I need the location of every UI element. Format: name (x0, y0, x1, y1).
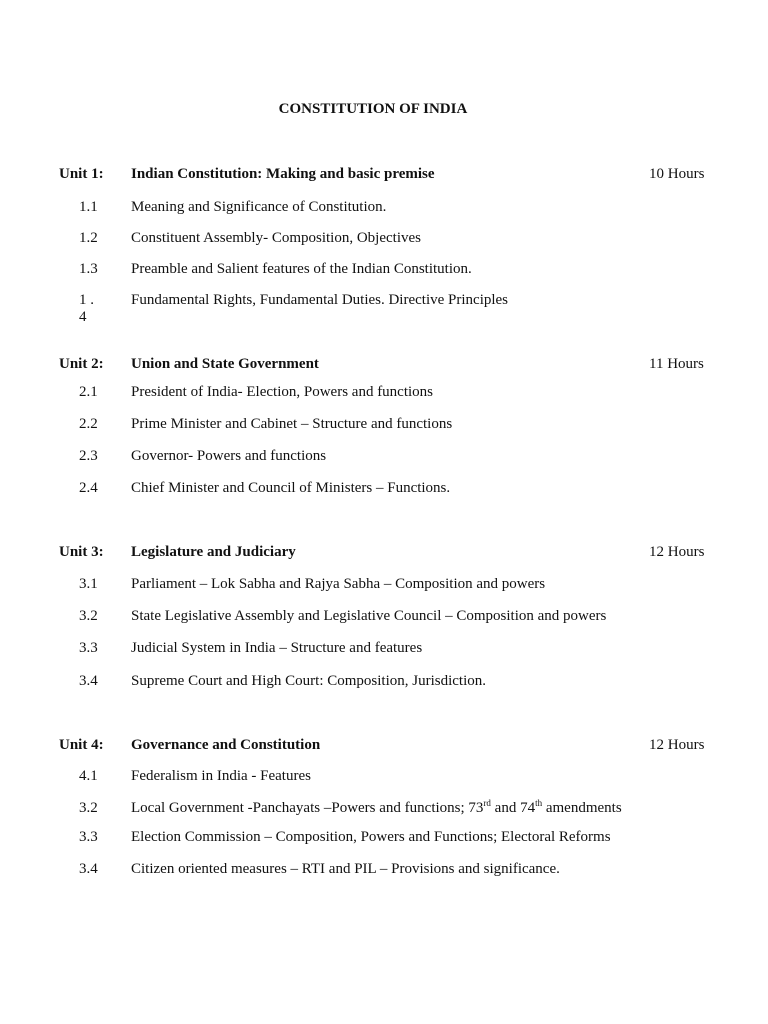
topic-number: 2.3 (79, 448, 98, 464)
topic-text: Supreme Court and High Court: Composition, Jurisdiction. (131, 673, 486, 689)
topic-3-2 (0, 608, 768, 628)
topic-text-part: amendments (542, 800, 622, 816)
topic-2-4 (0, 480, 768, 500)
topic-1-4 (0, 292, 768, 325)
topic-3-3 (0, 640, 768, 660)
topic-number: 3.2 (79, 608, 98, 624)
unit-number: Unit 2: (59, 356, 104, 372)
unit-title: Indian Constitution: Making and basic premise (131, 166, 435, 182)
unit-3-header (0, 544, 768, 564)
unit-4-header (0, 737, 768, 757)
unit-number: Unit 3: (59, 544, 104, 560)
topic-2-1 (0, 384, 768, 404)
topic-text: Governor- Powers and functions (131, 448, 327, 464)
topic-text: State Legislative Assembly and Legislative Council – Composition and powers (131, 608, 607, 624)
unit-2-header (0, 356, 768, 376)
topic-text: President of India- Election, Powers and functions (131, 384, 434, 400)
topic-text: Preamble and Salient features of the Indian Constitution. (131, 261, 472, 277)
topic-number: 3.4 (79, 673, 98, 689)
topic-number: 3.3 (79, 640, 98, 656)
unit-title: Union and State Government (131, 356, 319, 372)
topic-number: 1 . 4 (79, 292, 94, 325)
page-title: CONSTITUTION OF INDIA (278, 101, 468, 117)
topic-4-1 (0, 768, 768, 788)
topic-text: Fundamental Rights, Fundamental Duties. Directive Principles (131, 292, 509, 308)
topic-text: Meaning and Significance of Constitution. (131, 199, 387, 215)
topic-text: Election Commission – Composition, Powers and Functions; Electoral Reforms (131, 829, 611, 845)
unit-hours: 11 Hours (649, 356, 704, 372)
topic-number: 4.1 (79, 768, 98, 784)
topic-number: 1.2 (79, 230, 98, 246)
unit-title: Legislature and Judiciary (131, 544, 296, 560)
topic-2-3 (0, 448, 768, 468)
topic-text: Chief Minister and Council of Ministers – Functions. (131, 480, 451, 496)
topic-text: Parliament – Lok Sabha and Rajya Sabha – Composition and powers (131, 576, 546, 592)
unit-number: Unit 1: (59, 166, 104, 182)
topic-3-1 (0, 576, 768, 596)
unit-1-header (0, 166, 768, 186)
topic-number: 3.1 (79, 576, 98, 592)
topic-4-4 (0, 861, 768, 881)
topic-number: 3.4 (79, 861, 98, 877)
ordinal-suffix: rd (483, 798, 491, 808)
topic-text: Federalism in India - Features (131, 768, 311, 784)
unit-number: Unit 4: (59, 737, 104, 753)
topic-text: Citizen oriented measures – RTI and PIL – Provisions and significance. (131, 861, 560, 877)
topic-number: 2.4 (79, 480, 98, 496)
topic-1-1 (0, 199, 768, 219)
topic-text-part: and 74 (490, 800, 536, 816)
topic-number: 1.1 (79, 199, 98, 215)
topic-3-4 (0, 673, 768, 693)
topic-text-part: Local Government -Panchayats –Powers and functions; 73 (131, 800, 484, 816)
topic-number: 2.1 (79, 384, 98, 400)
unit-hours: 10 Hours (649, 166, 705, 182)
topic-text (131, 800, 622, 817)
topic-2-2 (0, 416, 768, 436)
topic-4-3 (0, 829, 768, 849)
topic-text: Prime Minister and Cabinet – Structure and functions (131, 416, 453, 432)
topic-number: 1.3 (79, 261, 98, 277)
topic-1-2 (0, 230, 768, 250)
topic-1-3 (0, 261, 768, 281)
topic-number: 3.2 (79, 800, 98, 816)
topic-number: 3.3 (79, 829, 98, 845)
topic-4-2 (0, 800, 768, 820)
topic-number: 2.2 (79, 416, 98, 432)
unit-hours: 12 Hours (649, 737, 705, 753)
ordinal-suffix: th (535, 798, 543, 808)
topic-text: Constituent Assembly- Composition, Objectives (131, 230, 421, 246)
unit-hours: 12 Hours (649, 544, 705, 560)
topic-text: Judicial System in India – Structure and features (131, 640, 423, 656)
unit-title: Governance and Constitution (131, 737, 321, 753)
